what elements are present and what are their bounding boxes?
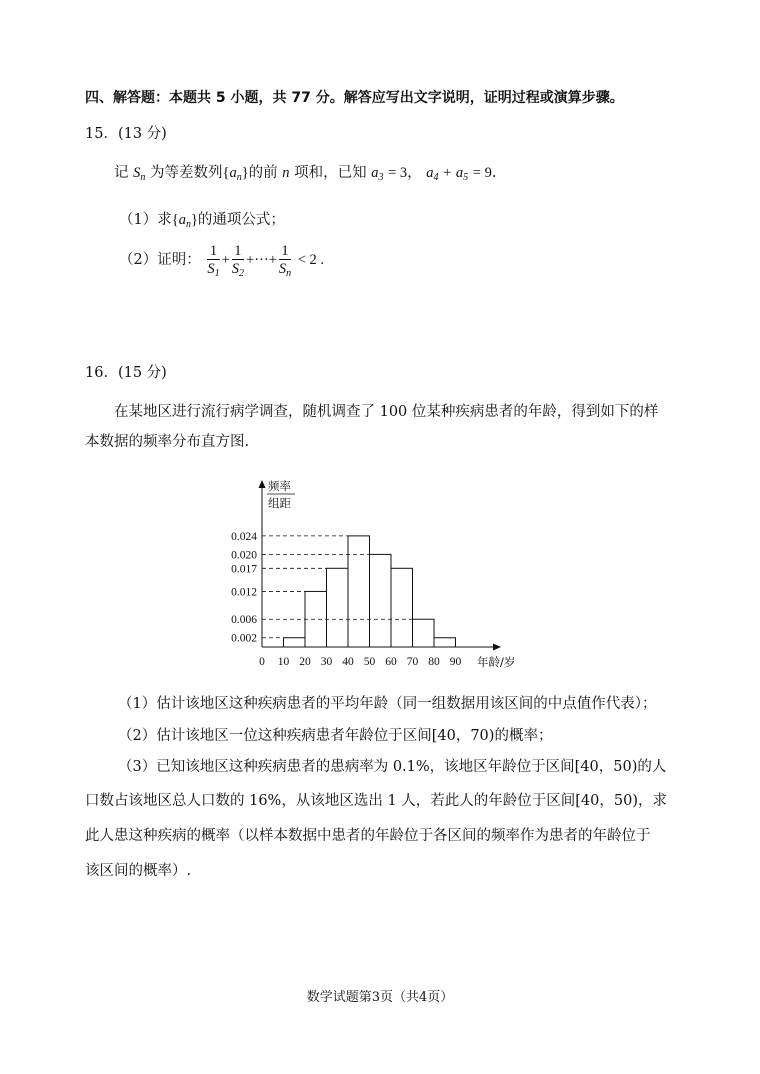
- x-tick-label-3: 30: [320, 656, 333, 668]
- histogram-bar-6: [391, 568, 413, 647]
- histogram-bar-1: [284, 638, 306, 647]
- y-tick-label-0: 0.002: [231, 632, 257, 645]
- page-footer: 数学试题第3页（共4页）: [306, 990, 454, 1005]
- histogram-bar-3: [327, 568, 349, 647]
- q16-part3-line2: 口数占该地区总人口数的 16%，从该地区选出 1 人，若此人的年龄位于区间[40，50)，求: [85, 793, 667, 809]
- x-tick-label-4: 40: [342, 656, 354, 668]
- q16-part2: （2）估计该地区一位这种疾病患者年龄位于区间[40，70)的概率；: [118, 728, 553, 744]
- x-tick-label-8: 80: [428, 656, 440, 668]
- histogram-bar-2: [305, 591, 327, 647]
- q16-intro-line1: 在某地区进行流行病学调查，随机调查了 100 位某种疾病患者的年龄，得到如下的样: [114, 404, 659, 420]
- y-axis-arrow: [259, 480, 266, 488]
- y-axis-label-bottom: 组距: [268, 496, 291, 510]
- histogram-chart: [225, 476, 565, 676]
- histogram-bar-5: [370, 554, 392, 647]
- q16-part3-line3: 此人患这种疾病的概率（以样本数据中患者的年龄位于各区间的频率作为患者的年龄位于: [85, 828, 651, 844]
- x-tick-label-2: 20: [299, 656, 311, 668]
- q15-number: 15．(13 分): [85, 126, 167, 142]
- histogram-bar-7: [413, 619, 435, 647]
- y-tick-label-3: 0.017: [231, 563, 257, 576]
- q16-part1: （1）估计该地区这种疾病患者的平均年龄（同一组数据用该区间的中点值作代表）；: [118, 696, 657, 712]
- section-header: 四、解答题：本题共 5 小题，共 77 分。解答应写出文字说明，证明过程或演算步骤。: [85, 90, 624, 106]
- x-axis-label: 年龄/岁: [477, 655, 516, 669]
- q15-part2: （2）证明： $\frac{1}{S_1}$ + $\frac{1}{S_2}$ +···+ $\frac{1}{S_n}$ < 2 .: [119, 242, 325, 279]
- histogram-bar-8: [434, 638, 456, 647]
- y-tick-label-2: 0.012: [231, 586, 257, 599]
- q15-part1: （1）求$\{a_n\}$的通项公式；: [119, 212, 285, 230]
- x-tick-label-9: 90: [449, 656, 462, 668]
- x-tick-label-6: 60: [385, 656, 397, 668]
- q16-part3-line1: （3）已知该地区这种疾病患者的患病率为 0.1%，该地区年龄位于区间[40，50)的人: [118, 759, 667, 775]
- y-tick-label-5: 0.024: [231, 530, 257, 543]
- x-tick-label-0: 0: [259, 656, 265, 668]
- histogram-bar-4: [348, 536, 370, 647]
- x-tick-label-5: 50: [363, 656, 376, 668]
- x-tick-label-7: 70: [406, 656, 419, 668]
- q16-intro-line2: 本数据的频率分布直方图.: [85, 434, 250, 450]
- q16-number: 16．(15 分): [85, 365, 167, 381]
- y-tick-label-4: 0.020: [231, 549, 257, 562]
- y-tick-label-1: 0.006: [231, 614, 257, 627]
- y-axis-label-top: 频率: [268, 479, 291, 493]
- x-axis-arrow: [493, 644, 501, 651]
- q15-stem: 记 $S_n$ 为等差数列$\{a_n\}$的前 n 项和，已知 $a_3 = 3$， $a_4 + a_5 = 9$.: [114, 165, 497, 183]
- x-tick-label-1: 10: [277, 656, 290, 668]
- q16-part3-line4: 该区间的概率）.: [85, 863, 192, 879]
